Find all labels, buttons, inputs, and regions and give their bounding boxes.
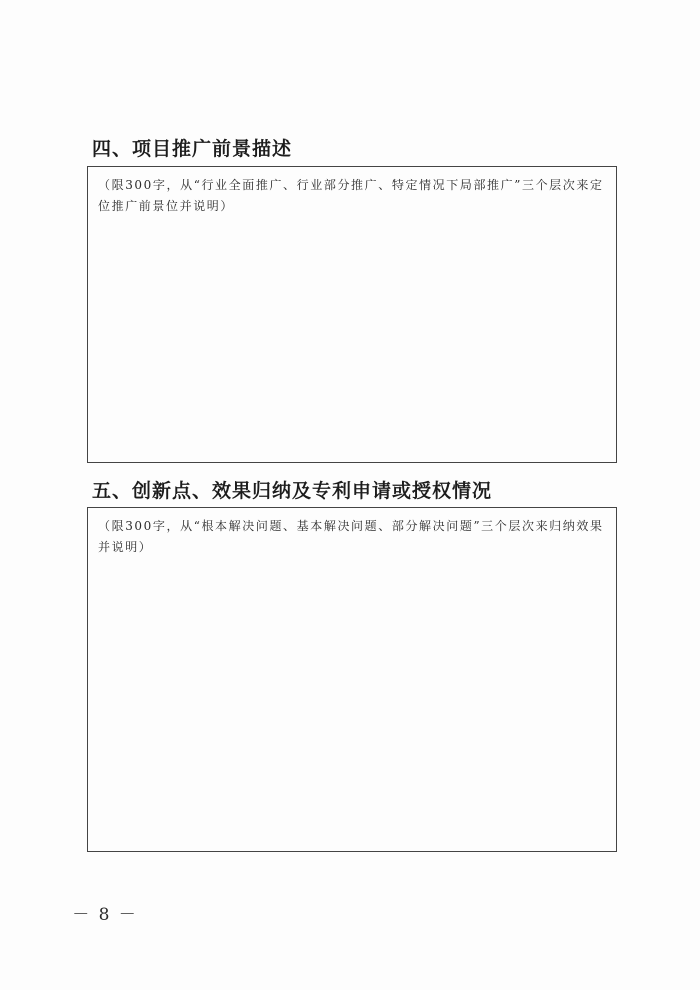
innovation-patents-field[interactable]	[87, 507, 617, 852]
innovation-patents-hint: （限300字，从“根本解决问题、基本解决问题、部分解决问题”三个层次来归纳效果并说明）	[98, 519, 604, 554]
promotion-prospects-hint: （限300字，从“行业全面推广、行业部分推广、特定情况下局部推广”三个层次来定位推广前景位并说明）	[98, 178, 604, 213]
promotion-prospects-field[interactable]	[87, 166, 617, 463]
section-heading-innovation-patents: 五、创新点、效果归纳及专利申请或授权情况	[92, 480, 493, 502]
section-heading-promotion-prospects: 四、项目推广前景描述	[92, 138, 293, 160]
page-number: － 8 －	[72, 905, 138, 925]
